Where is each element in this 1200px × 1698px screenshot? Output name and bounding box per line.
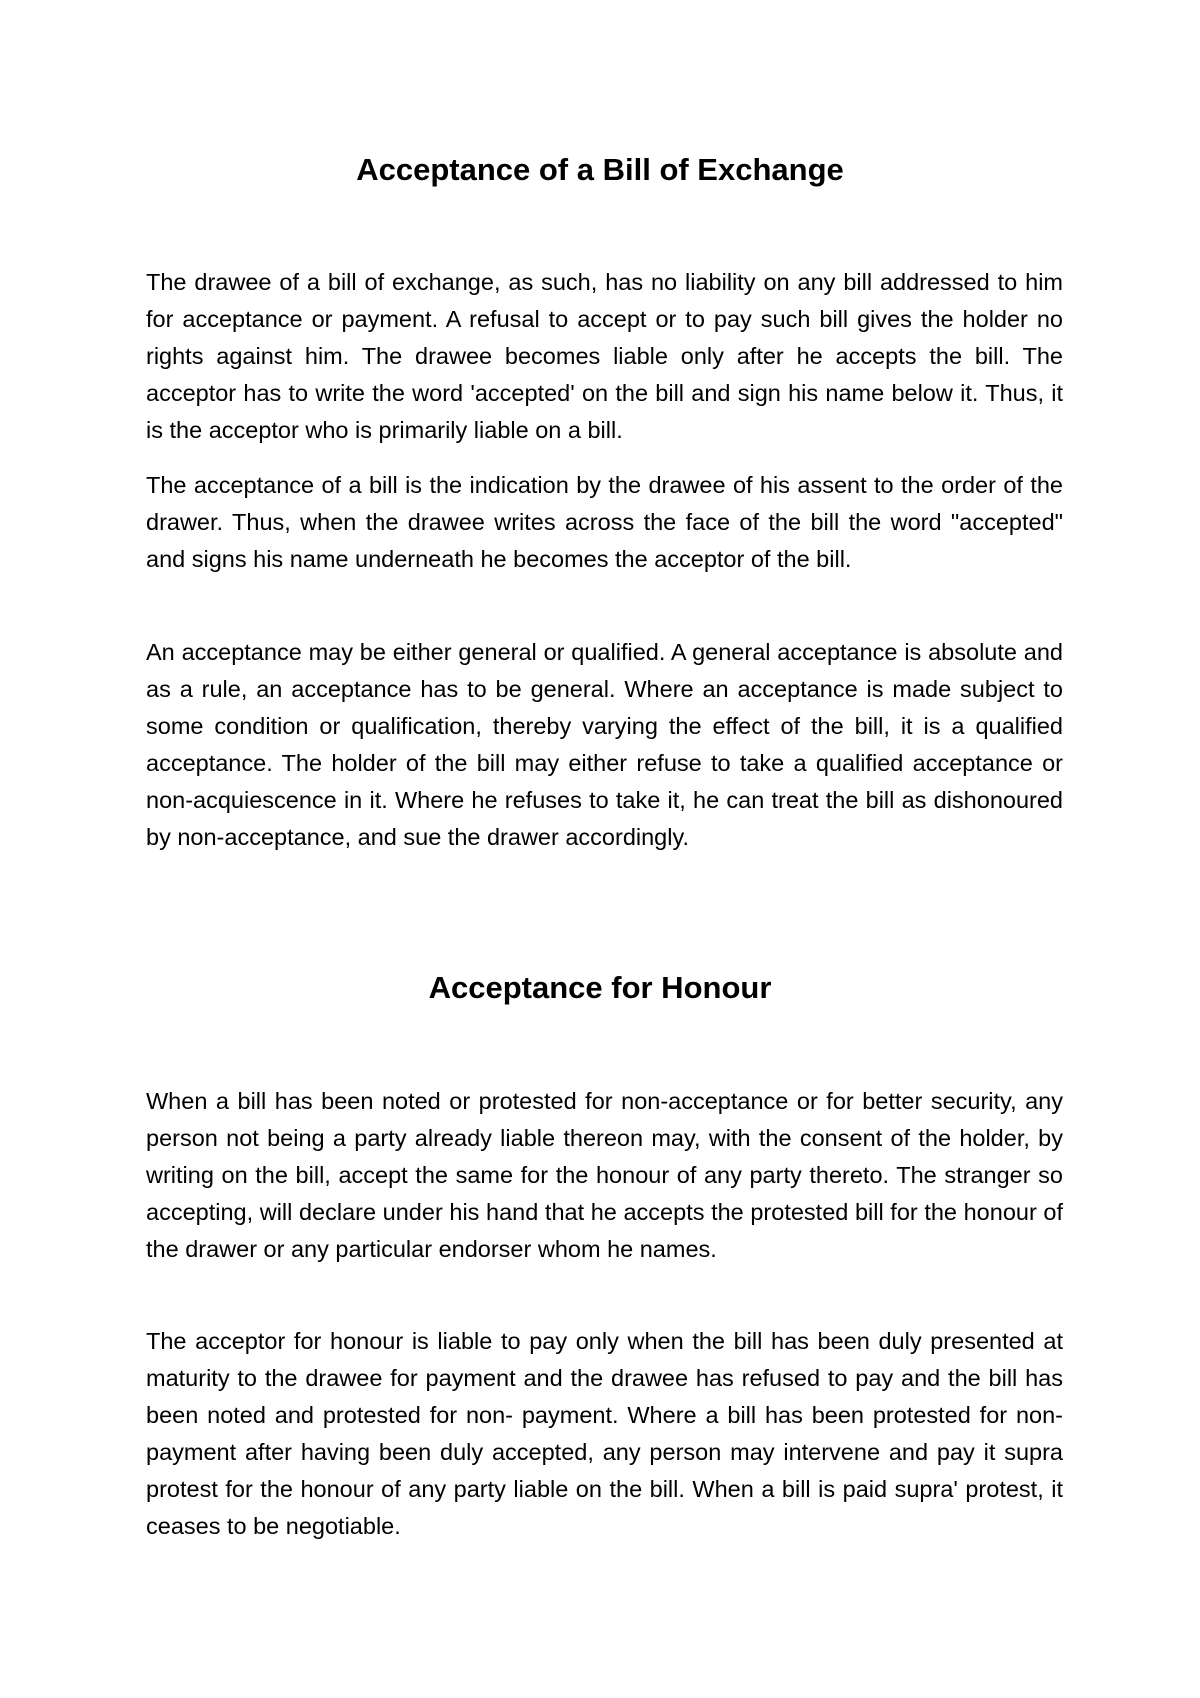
section-title-bill-of-exchange: Acceptance of a Bill of Exchange xyxy=(356,152,844,187)
paragraph: The acceptance of a bill is the indication by the drawee of his assent to the order of the drawer. Thus, when the drawee writes across the face of the bill the word "accepted" and signs his name underneath he becomes the acceptor of the bill. xyxy=(146,472,1063,572)
paragraph: The drawee of a bill of exchange, as such, has no liability on any bill addressed to him for acceptance or payment. A refusal to accept or to pay such bill gives the holder no rights against him. The drawee becomes liable only after he accepts the bill. The acceptor has to write the word 'accepted' on the bill and sign his name below it. Thus, it is the acceptor who is primarily liable on a bill. xyxy=(146,269,1063,443)
paragraph: An acceptance may be either general or qualified. A general acceptance is absolute and as a rule, an acceptance has to be general. Where an acceptance is made subject to some condition or qualification, thereby varying the effect of the bill, it is a qualified acceptance. The holder of the bill may either refuse to take a qualified acceptance or non-acquiescence in it. Where he refuses to take it, he can treat the bill as dishonoured by non-acceptance, and sue the drawer accordingly. xyxy=(146,639,1063,850)
section-title-acceptance-for-honour: Acceptance for Honour xyxy=(428,970,772,1005)
paragraph: The acceptor for honour is liable to pay only when the bill has been duly presented at maturity to the drawee for payment and the drawee has refused to pay and the bill has been noted and protested for non- payment. Where a bill has been protested for non-payment after having been duly accepted, any person may intervene and pay it supra protest for the honour of any party liable on the bill. When a bill is paid supra' protest, it ceases to be negotiable. xyxy=(146,1328,1063,1539)
paragraph: When a bill has been noted or protested for non-acceptance or for better security, any person not being a party already liable thereon may, with the consent of the holder, by writing on the bill, accept the same for the honour of any party thereto. The stranger so accepting, will declare under his hand that he accepts the protested bill for the honour of the drawer or any particular endorser whom he names. xyxy=(146,1088,1063,1262)
